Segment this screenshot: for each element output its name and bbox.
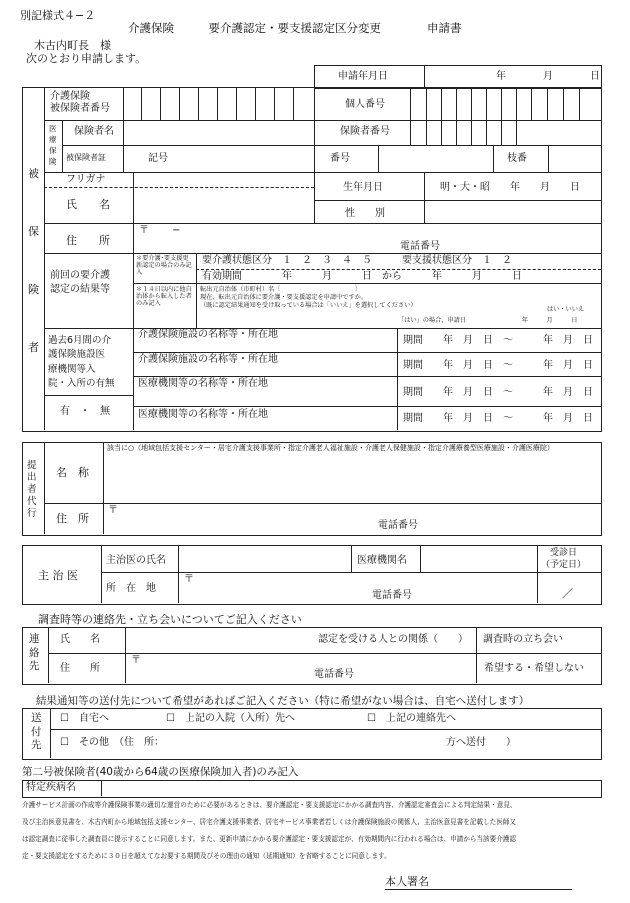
bango-label: 番号 <box>330 153 350 164</box>
card-label: 被保険者証 <box>66 153 106 162</box>
consent-line-3: は認定調査に従事した調査員に提示することに同意します。また、更新申請にかかる要介護認定・要支援認定が、有効期間内に行われる場合は、申請から当該要介護認 <box>22 835 516 843</box>
signature-label: 本人署名 <box>385 875 429 888</box>
agent-side-label: 提 出 者 代 行 <box>27 460 37 519</box>
doctor-postal: 〒 <box>184 574 194 585</box>
transfer-line4: 「はい」の場合、申請日 年 月 日 <box>398 317 578 324</box>
agent-phone-label: 電話番号 <box>378 520 418 531</box>
notice-opt-contact[interactable]: ☐ 上記の連絡先へ <box>367 713 456 724</box>
clinic-label: 医療機関名 <box>357 555 407 566</box>
insurer-name-label: 保険者名 <box>74 126 114 137</box>
prev-note: ＊要介護･要支援更新認定の場合のみ記入 <box>136 255 192 277</box>
facility-umu: 有 ・ 無 <box>60 406 110 417</box>
doctor-address-label: 所 在 地 <box>106 583 156 594</box>
notice-opt-facility[interactable]: ☐ 上記の入院（入所）先へ <box>166 713 295 724</box>
agent-section <box>22 442 602 536</box>
transfer-yesno: はい・いいえ <box>547 306 585 313</box>
contact-side-label: 連 絡 先 <box>29 633 40 673</box>
notice-side-label: 送 付 先 <box>31 712 42 752</box>
consent-line-2: 及び主治医意見書を、木古内町から地域包括支援センター、居宅介護支援事業者、居宅サービス事業者若しくは介護保険施設の関係人、主治医意見書を記載した医師又 <box>22 818 516 826</box>
contact-phone-label: 電話番号 <box>314 669 354 680</box>
agent-postal: 〒 <box>108 505 118 516</box>
insured-side-1: 被 <box>28 167 39 180</box>
notice-opt-other-end: 方へ送付 ） <box>446 737 516 748</box>
insured-number-label: 介護保険 被保険者番号 <box>50 91 110 114</box>
furigana-label: フリガナ <box>66 174 106 185</box>
form-title: 介護保険 要介護認定・要支援認定区分変更 申請書 <box>128 21 462 35</box>
doctor-section <box>22 545 602 605</box>
addressee: 木古内町長 様 <box>34 39 111 52</box>
birth-label: 生年月日 <box>343 182 383 193</box>
signature-line[interactable] <box>385 889 572 890</box>
notice-heading: 結果通知等の送付先について希望があればご記入ください（特に希望がない場合は、自宅へ送付します） <box>36 695 530 707</box>
form-id: 別記様式４−２ <box>20 9 96 22</box>
sex-label: 性 別 <box>345 208 385 219</box>
valid-period: 有効期間 年 月 日 から 年 月 日 <box>202 271 522 282</box>
visit-slash: ／ <box>562 587 573 600</box>
insured-side-4: 者 <box>28 341 39 354</box>
contact-postal: 〒 <box>131 655 141 666</box>
name-label: 氏 名 <box>66 198 110 211</box>
birth-value: 明・大・昭 年 月 日 <box>440 182 580 193</box>
doctor-name-label: 主治医の氏名 <box>106 555 166 566</box>
facility-2-label: 介護保険施設の名称等・所在地 <box>138 354 278 365</box>
disease-row <box>22 780 602 798</box>
doctor-side-label: 主 治 医 <box>38 569 78 582</box>
date-day-unit: 日 <box>590 71 600 82</box>
transfer-line1: 転出元自治体（市町村）名〔 〕 <box>200 286 361 293</box>
consent-line-1: 介護サービス計画の作成等介護保険事業の適切な運営のために必要があるときは、要介護認定・要支援認定にかかる調査内容、介護認定審査会による判定結果・意見、 <box>22 801 517 809</box>
notice-section <box>22 708 602 760</box>
facility-4-label: 医療機関等の名称等・所在地 <box>138 409 268 420</box>
transfer-note: ＊１４日以内に他自治体から転入した者のみ記入 <box>136 286 192 308</box>
presence-label: 調査時の立ち会い <box>483 634 563 645</box>
edaban-label: 枝番 <box>507 153 527 164</box>
facility-1-period: 期間 年 月 日 〜 年 月 日 <box>403 335 593 346</box>
date-label: 申請年月日 <box>338 71 388 82</box>
notice-opt-home[interactable]: ☐ 自宅へ <box>60 713 109 724</box>
facility-1-label: 介護保険施設の名称等・所在地 <box>138 329 278 340</box>
personal-no-label: 個人番号 <box>345 99 385 110</box>
transfer-line3: （既に認定結果通知を受け取っている場合は「いいえ」を選択してください） <box>200 302 417 309</box>
insurer-no-label: 保険者番号 <box>340 126 390 137</box>
prev-result-label: 前回の要介護 認定の結果等 <box>50 270 110 295</box>
presence-value[interactable]: 希望する・希望しない <box>484 663 584 674</box>
facility-4-period: 期間 年 月 日 〜 年 月 日 <box>403 413 593 424</box>
address-postal: 〒 − <box>139 225 181 236</box>
facility-3-period: 期間 年 月 日 〜 年 月 日 <box>403 387 593 398</box>
doctor-phone-label: 電話番号 <box>372 590 412 601</box>
facility-2-period: 期間 年 月 日 〜 年 月 日 <box>403 360 593 371</box>
kigo-label: 記号 <box>148 153 168 164</box>
date-month-unit: 月 <box>543 71 553 82</box>
contact-heading: 調査時等の連絡先・立ち会いについてご記入ください <box>38 613 302 626</box>
facility-3-label: 医療機関等の名称等・所在地 <box>138 378 268 389</box>
address-label: 住 所 <box>66 234 110 247</box>
care-levels: 要介護状態区分 １ ２ ３ ４ ５ 要支援状態区分 １ ２ <box>202 255 512 266</box>
agent-address-label: 住 所 <box>56 512 89 525</box>
insured-side-3: 険 <box>28 283 39 296</box>
medical-side-label: 医 療 保 険 <box>49 124 57 166</box>
intro-text: 次のとおり申請します。 <box>26 52 147 65</box>
relation-label: 認定を受ける人との関係（ ） <box>318 634 468 645</box>
notice-opt-other[interactable]: ☐ その他 （住 所： <box>60 737 164 748</box>
visit-label: 受診日 （予定日） <box>541 548 587 570</box>
date-year-unit: 年 <box>496 71 506 82</box>
transfer-line2: 現在、転出元自治体に要介護・要支援認定を申請中ですか。 <box>200 294 368 301</box>
agent-name-note: 該当に○（地域包括支援センター・居宅介護支援事業所・指定介護老人福祉施設・介護老人保健施設・指定介護療養型医療施設・介護医療院） <box>107 444 554 452</box>
disease-label: 特定疾病名 <box>26 782 76 793</box>
second-heading: 第二号被保険者(40歳から64歳の医療保険加入者)のみ記入 <box>22 766 299 778</box>
facility-history-label: 過去6月間の介 護保険施設医 療機関等入 院・入所の有無 <box>48 335 115 389</box>
agent-name-label: 名 称 <box>56 466 89 479</box>
contact-name-label: 氏 名 <box>60 634 100 645</box>
insured-side-2: 保 <box>28 225 39 238</box>
contact-address-label: 住 所 <box>60 663 100 674</box>
consent-line-4: 定・要支援認定をするために３０日を超えてなお要する期間及びその理由の通知（延期通知）を省略することに同意します。 <box>22 852 391 860</box>
address-phone-label: 電話番号 <box>400 241 440 252</box>
